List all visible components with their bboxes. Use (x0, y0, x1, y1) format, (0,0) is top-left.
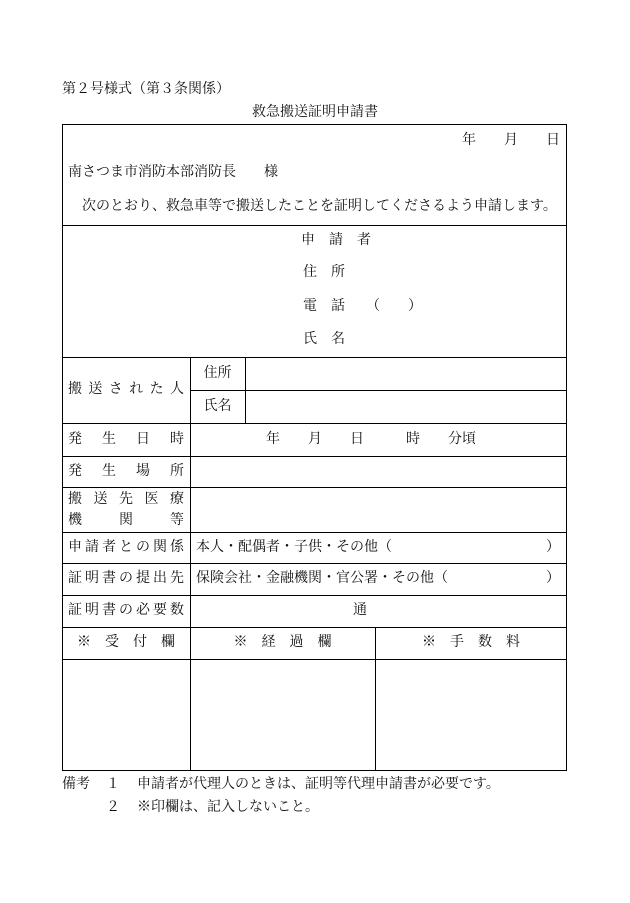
applicant-address-label: 住 所 (303, 265, 345, 280)
occurrence-datetime-label-cell (62, 423, 190, 456)
transported-person-name-value-cell (245, 390, 567, 423)
table-column-rule (190, 357, 191, 771)
occurrence-place-value-cell (190, 456, 567, 487)
transported-person-name-label: 氏名 (203, 398, 232, 414)
application-form-table (62, 124, 567, 771)
relationship-label-cell (62, 532, 190, 563)
destination-facility-label-line1: 搬送先医療 (68, 491, 184, 507)
progress-column-header (190, 627, 375, 659)
destination-facility-label (68, 489, 184, 531)
relationship-value: 本人・配偶者・子供・その他（ ） (196, 539, 560, 555)
reception-column-label: ※ 受 付 欄 (77, 635, 175, 650)
submission-destination-value: 保険会社・金融機関・官公署・その他（ ） (196, 571, 560, 586)
document-title: 救急搬送証明申請書 (252, 105, 378, 120)
applicant-heading: 申 請 者 (301, 233, 371, 248)
fee-box (375, 659, 567, 771)
applicant-phone-label: 電 話 （ ） (303, 299, 422, 314)
addressee: 南さつま市消防本部消防長 様 (68, 165, 278, 180)
submission-destination-value-cell (190, 563, 567, 595)
transported-person-address-value-cell (245, 357, 567, 390)
table-rule (62, 532, 567, 533)
relationship-label: 申請者との関係 (68, 539, 184, 555)
table-column-rule (375, 627, 376, 771)
copies-required-label-cell (62, 595, 190, 627)
table-rule (190, 390, 567, 391)
table-column-rule (245, 357, 246, 423)
table-rule (62, 487, 567, 488)
table-rule (62, 456, 567, 457)
note-number: １ (106, 777, 120, 792)
transported-person-label: 搬送された人 (68, 382, 184, 397)
copies-required-unit: 通 (353, 603, 367, 618)
table-rule (62, 595, 567, 596)
copies-required-label: 証明書の必要数 (68, 603, 184, 618)
transported-person-address-label: 住所 (203, 365, 232, 381)
transported-person-label-cell (62, 357, 190, 423)
destination-facility-value-cell (190, 487, 567, 532)
table-rule (62, 627, 567, 628)
table-rule (62, 563, 567, 564)
fee-column-label: ※ 手 数 料 (422, 635, 520, 650)
copies-required-value-cell (190, 595, 567, 627)
submission-destination-label-cell (62, 563, 190, 595)
notes-label: 備考 (62, 777, 90, 792)
applicant-name-label: 氏 名 (303, 332, 345, 347)
form-number: 第２号様式（第３条関係） (62, 82, 230, 97)
progress-box (190, 659, 375, 771)
transported-person-name-label-cell (190, 390, 245, 423)
declaration: 次のとおり、救急車等で搬送したことを証明してくださるよう申請します。 (82, 199, 557, 214)
reception-column-header (62, 627, 190, 659)
destination-facility-label-line2: 機 関 等 (68, 512, 184, 528)
relationship-value-cell (190, 532, 567, 563)
occurrence-place-label: 発 生 場 所 (68, 463, 184, 479)
occurrence-datetime-value: 年 月 日 時 分頃 (266, 431, 476, 447)
table-rule (62, 423, 567, 424)
fee-column-header (375, 627, 567, 659)
table-rule (62, 225, 567, 226)
occurrence-datetime-label: 発 生 日 時 (68, 431, 184, 447)
occurrence-datetime-value-cell (190, 423, 567, 456)
note-number: ２ (106, 800, 120, 815)
date-line: 年 月 日 (462, 133, 560, 148)
table-rule (62, 659, 567, 660)
transported-person-address-label-cell (190, 357, 245, 390)
progress-column-label: ※ 経 過 欄 (233, 635, 332, 650)
note-text: ※印欄は、記入しないこと。 (137, 800, 319, 815)
reception-box (62, 659, 190, 771)
destination-facility-label-cell (62, 487, 190, 532)
submission-destination-label: 証明書の提出先 (68, 571, 184, 586)
table-rule (62, 357, 567, 358)
occurrence-place-label-cell (62, 456, 190, 487)
note-text: 申請者が代理人のときは、証明等代理申請書が必要です。 (137, 777, 500, 792)
